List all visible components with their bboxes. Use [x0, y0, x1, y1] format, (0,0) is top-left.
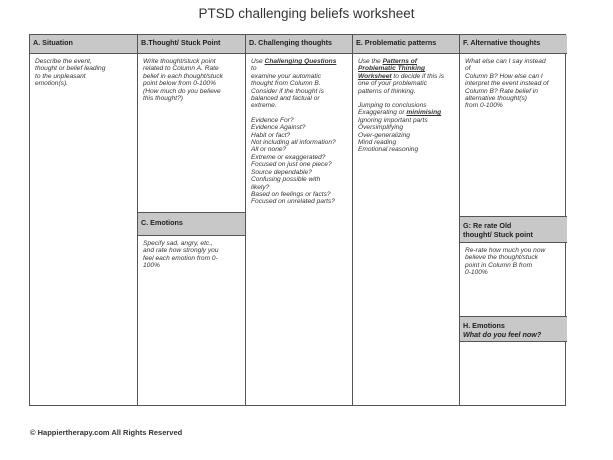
question-item: likely? — [251, 183, 270, 191]
pattern-item: Mind reading — [358, 139, 397, 147]
page-title: PTSD challenging beliefs worksheet — [198, 6, 415, 21]
column-fgh — [460, 35, 567, 405]
question-item: Evidence For? — [251, 116, 294, 124]
pattern-item: Exaggerating or minimising — [358, 109, 442, 117]
column-e-header: E. Problematic patterns — [353, 35, 459, 54]
minimising-link[interactable]: minimising — [406, 109, 442, 117]
column-e-instructions[interactable]: Use the Patterns of Problematic Thinking Worksheet to decide if this is one of your problematic patterns of thinking. Jumping to conclusions Exaggerating or minimising Ignoring important parts Oversimplifying Over-generalizing Mind reading Emotional reasoning — [353, 54, 459, 154]
column-d-instructions[interactable]: Use Challenging Questions to examine your automatic thought from Column B. Consider if the thought is balanced and factual or extreme. Evidence For? Evidence Against? Habit or fact? Not including all information? All or none? Extreme or exaggerated? Focused on just one piece? Source dependable? Confusing possible with likely? Based on feelings or facts? Focused on unrelated parts? — [246, 54, 352, 206]
pattern-item: Over-generalizing — [358, 131, 410, 139]
question-item: Habit or fact? — [251, 131, 291, 139]
question-item: Not including all information? — [251, 139, 336, 147]
pattern-item: Oversimplifying — [358, 124, 404, 132]
column-f-header: F. Alternative thoughts — [460, 35, 567, 54]
column-a — [30, 35, 138, 405]
question-item: All or none? — [251, 146, 287, 154]
column-h-answer-area[interactable] — [460, 342, 567, 402]
column-g-instructions[interactable]: Re-rate how much you now believe the thought/stuck point in Column B from 0-100% — [465, 247, 546, 277]
column-b-instructions[interactable]: Write thought/stuck point related to Column A. Rate belief in each thought/stuck point below from 0-100% (How much do you believe this thought?) — [143, 58, 223, 103]
pattern-item: Jumping to conclusions — [358, 102, 427, 110]
column-c-header: C. Emotions — [138, 212, 245, 236]
column-f-instructions[interactable]: What else can I say instead of Column B? How else can I interpret the event instead of Column B? Rate belief in alternative thought(s) from 0-100% — [465, 58, 549, 110]
patterns-link[interactable]: Patterns of — [382, 58, 418, 65]
column-a-header: A. Situation — [30, 35, 137, 54]
column-bc — [138, 35, 246, 405]
patterns-link-line3[interactable]: Worksheet — [358, 72, 392, 80]
challenging-questions-link[interactable]: Challenging Questions — [264, 58, 337, 65]
question-item: Extreme or exaggerated? — [251, 153, 326, 161]
column-e — [353, 35, 460, 405]
worksheet-grid — [29, 34, 566, 406]
question-item: Based on feelings or facts? — [251, 190, 331, 198]
question-item: Source dependable? — [251, 168, 312, 176]
question-item: Evidence Against? — [251, 124, 306, 132]
column-b-header: B.Thought/ Stuck Point — [138, 35, 245, 54]
column-d — [246, 35, 353, 405]
copyright-footer: © Happiertherapy.com All Rights Reserved — [30, 428, 183, 437]
column-a-instructions[interactable]: Describe the event, thought or belief leading to the unpleasant emotion(s). — [35, 58, 106, 88]
column-c-instructions[interactable]: Specify sad, angry, etc., and rate how strongly you feel each emotion from 0- 100% — [143, 240, 219, 270]
column-h-header: H. Emotions What do you feel now? — [460, 316, 567, 342]
pattern-item: Ignoring important parts — [358, 116, 428, 124]
question-item: Confusing possible with — [251, 176, 321, 184]
question-item: Focused on unrelated parts? — [251, 198, 335, 206]
pattern-item: Emotional reasoning — [358, 146, 419, 154]
question-item: Focused on just one piece? — [251, 161, 332, 169]
patterns-link-line2[interactable]: Problematic Thinking — [358, 65, 426, 73]
column-d-header: D. Challenging thoughts — [246, 35, 352, 54]
column-g-header: G: Re rate Old thought/ Stuck point — [460, 216, 567, 243]
